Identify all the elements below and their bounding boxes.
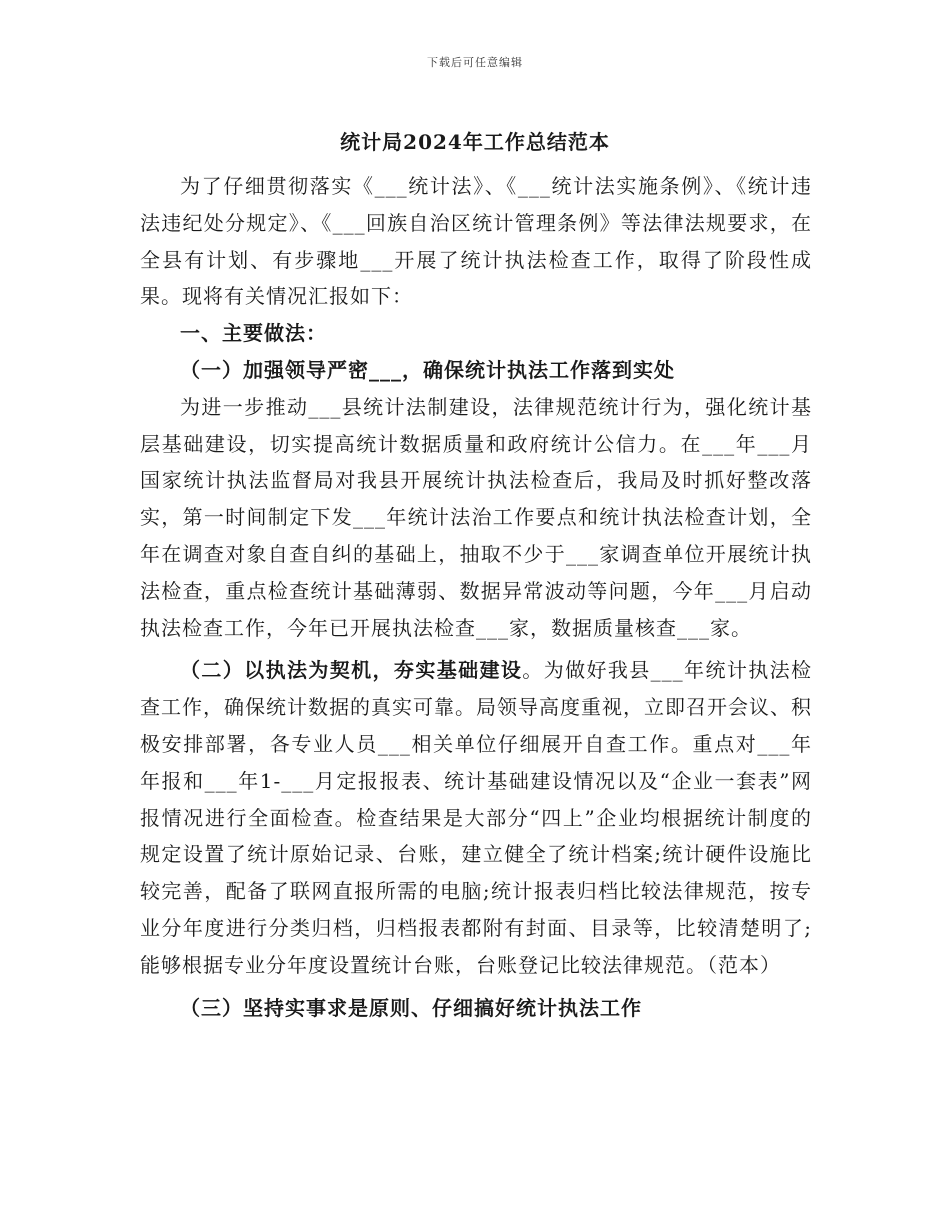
header-note: 下载后可任意编辑 [427,56,523,69]
subsection-heading-3: （三）坚持实事求是原则、仔细搞好统计执法工作 [180,995,642,1020]
subsection-heading-2: （二）以执法为契机，夯实基础建设 [180,658,523,683]
subsection-heading-1: （一）加强领导严密___，确保统计执法工作落到实处 [180,357,675,382]
subsection-2-body: 。为做好我县___年统计执法检查工作，确保统计数据的真实可靠。局领导高度重视，立即召开会议、积极安排部署，各专业人员___相关单位仔细展开自查工作。重点对___年年报和___年1-___月定报报表、统计基础建设情况以及“企业一套表”网报情况进行全面检查。检查结果是大部分“四上”企业均根据统计制度的规定设置了统计原始记录、台账，建立健全了统计档案;统计硬件设施比较完善，配备了联网直报所需的电脑;统计报表归档比较法律规范，按专业分年度进行分类归档，归档报表都附有封面、目录等，比较清楚明了;能够根据专业分年度设置统计台账，台账登记比较法律规范。（范本） [140,658,813,977]
intro-paragraph: 为了仔细贯彻落实《___统计法》、《___统计法实施条例》、《统计违法违纪处分规定》、《___回族自治区统计管理条例》等法律法规要求，在全县有计划、有步骤地___开展了统计执法检查工作，取得了阶段性成果。现将有关情况汇报如下： [140,174,812,309]
page-title: 统计局2024年工作总结范本 [340,130,610,154]
section-heading-main-practices: 一、主要做法： [180,321,327,346]
subsection-1-body: 为进一步推动___县统计法制建设，法律规范统计行为，强化统计基层基础建设，切实提高统计数据质量和政府统计公信力。在___年___月国家统计执法监督局对我县开展统计执法检查后，我局及时抓好整改落实，第一时间制定下发___年统计法治工作要点和统计执法检查计划，全年在调查对象自查自纠的基础上，抽取不少于___家调查单位开展统计执法检查，重点检查统计基础薄弱、数据异常波动等问题，今年___月启动执法检查工作，今年已开展执法检查___家，数据质量核查___家。 [140,394,812,640]
document-body [140,168,812,1026]
subsection-2-paragraph [140,652,812,983]
